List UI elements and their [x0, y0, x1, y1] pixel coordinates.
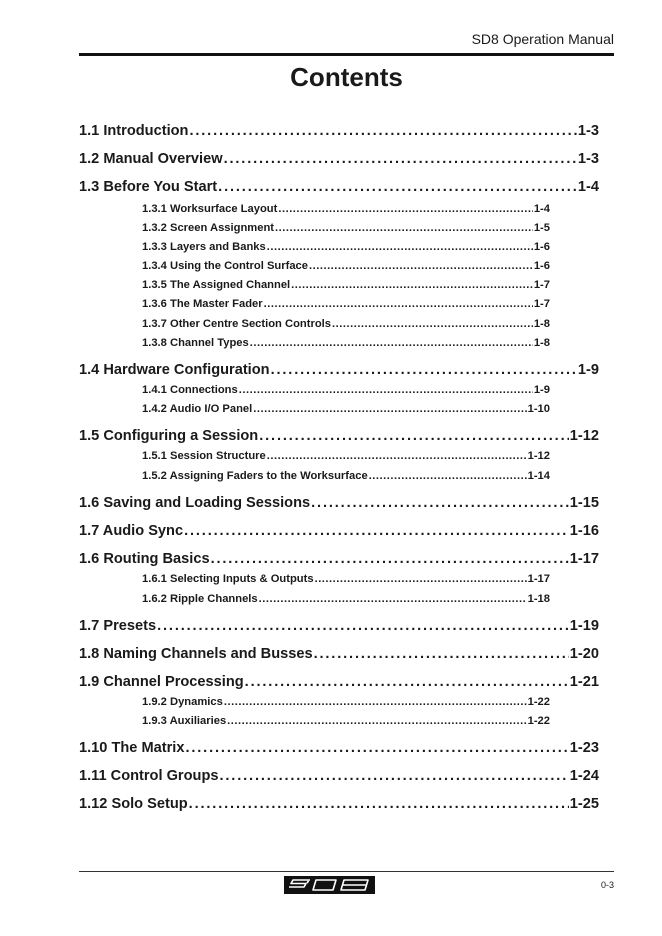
toc-entry-page: 1-17	[569, 551, 599, 567]
toc-subentry[interactable]	[142, 260, 550, 272]
toc-entry-label: 1.9.2 Dynamics	[142, 696, 223, 708]
toc-subentry[interactable]	[142, 222, 550, 234]
toc-entry-page: 1-3	[577, 123, 599, 139]
toc-entry-page: 1-16	[569, 523, 599, 539]
dot-leader	[309, 260, 533, 272]
header-rule	[79, 53, 614, 56]
dot-leader	[315, 573, 527, 585]
toc-entry[interactable]	[79, 618, 599, 634]
toc-entry[interactable]	[79, 362, 599, 378]
toc-entry[interactable]	[79, 123, 599, 139]
sd8-logo	[284, 876, 375, 894]
toc-subentry[interactable]	[142, 298, 550, 310]
toc-entry[interactable]	[79, 151, 599, 167]
toc-subentry[interactable]	[142, 384, 550, 396]
toc-entry-label: 1.9.3 Auxiliaries	[142, 715, 227, 727]
toc-entry-label: 1.8 Naming Channels and Busses	[79, 646, 313, 662]
dot-leader	[369, 470, 527, 482]
toc-entry-page: 1-3	[577, 151, 599, 167]
toc-entry-page: 1-20	[569, 646, 599, 662]
toc-entry-page: 1-15	[569, 495, 599, 511]
toc-entry-page: 1-9	[577, 362, 599, 378]
dot-leader	[259, 428, 569, 444]
toc-entry-label: 1.6.1 Selecting Inputs & Outputs	[142, 573, 314, 585]
dot-leader	[227, 715, 526, 727]
dot-leader	[291, 279, 533, 291]
dot-leader	[250, 337, 533, 349]
toc-entry-label: 1.10 The Matrix	[79, 740, 185, 756]
dot-leader	[224, 151, 577, 167]
toc-entry-label: 1.3.5 The Assigned Channel	[142, 279, 291, 291]
toc-entry-page: 1-6	[533, 260, 550, 272]
dot-leader	[332, 318, 533, 330]
toc-entry-page: 1-5	[533, 222, 550, 234]
toc-entry-page: 1-8	[533, 318, 550, 330]
toc-entry[interactable]	[79, 523, 599, 539]
dot-leader	[271, 362, 577, 378]
toc-entry[interactable]	[79, 768, 599, 784]
dot-leader	[224, 696, 527, 708]
toc-entry[interactable]	[79, 646, 599, 662]
toc-entry-label: 1.6 Saving and Loading Sessions	[79, 495, 311, 511]
manual-title: SD8 Operation Manual	[471, 31, 614, 47]
toc-subentry[interactable]	[142, 241, 550, 253]
toc-subentry[interactable]	[142, 279, 550, 291]
toc-subentry[interactable]	[142, 337, 550, 349]
toc-entry-page: 1-18	[527, 593, 550, 605]
page-number: 0-3	[600, 880, 614, 890]
toc-entry-label: 1.6.2 Ripple Channels	[142, 593, 258, 605]
dot-leader	[275, 222, 533, 234]
dot-leader	[259, 593, 527, 605]
toc-subentry[interactable]	[142, 696, 550, 708]
toc-entry-label: 1.4 Hardware Configuration	[79, 362, 270, 378]
toc-entry-page: 1-14	[527, 470, 550, 482]
dot-leader	[218, 179, 577, 195]
dot-leader	[189, 796, 569, 812]
toc-entry-page: 1-4	[533, 203, 550, 215]
dot-leader	[314, 646, 569, 662]
toc-entry-label: 1.4.2 Audio I/O Panel	[142, 403, 253, 415]
toc-entry-label: 1.5 Configuring a Session	[79, 428, 259, 444]
toc-entry-page: 1-19	[569, 618, 599, 634]
dot-leader	[245, 674, 569, 690]
toc-entry-page: 1-6	[533, 241, 550, 253]
toc-entry-page: 1-9	[533, 384, 550, 396]
toc-entry-label: 1.3.4 Using the Control Surface	[142, 260, 308, 272]
toc-subentry[interactable]	[142, 470, 550, 482]
dot-leader	[278, 203, 532, 215]
toc-entry[interactable]	[79, 551, 599, 567]
dot-leader	[185, 740, 568, 756]
toc-entry-label: 1.9 Channel Processing	[79, 674, 244, 690]
toc-entry-label: 1.2 Manual Overview	[79, 151, 223, 167]
toc-entry[interactable]	[79, 740, 599, 756]
toc-entry-page: 1-4	[577, 179, 599, 195]
toc-entry-page: 1-17	[527, 573, 550, 585]
toc-subentry[interactable]	[142, 403, 550, 415]
toc-entry-label: 1.6 Routing Basics	[79, 551, 210, 567]
toc-entry-label: 1.3.8 Channel Types	[142, 337, 249, 349]
toc-entry-page: 1-21	[569, 674, 599, 690]
toc-subentry[interactable]	[142, 573, 550, 585]
toc-entry-page: 1-8	[533, 337, 550, 349]
toc-entry-page: 1-25	[569, 796, 599, 812]
toc-entry-label: 1.5.1 Session Structure	[142, 450, 266, 462]
toc-subentry[interactable]	[142, 203, 550, 215]
dot-leader	[253, 403, 526, 415]
toc-entry-label: 1.5.2 Assigning Faders to the Worksurface	[142, 470, 368, 482]
toc-entry[interactable]	[79, 674, 599, 690]
toc-subentry[interactable]	[142, 318, 550, 330]
toc-entry-label: 1.3.1 Worksurface Layout	[142, 203, 278, 215]
dot-leader	[267, 241, 533, 253]
toc-entry[interactable]	[79, 428, 599, 444]
toc-entry-page: 1-10	[527, 403, 550, 415]
toc-entry[interactable]	[79, 495, 599, 511]
dot-leader	[189, 123, 576, 139]
toc-entry-label: 1.3.2 Screen Assignment	[142, 222, 275, 234]
toc-entry-label: 1.4.1 Connections	[142, 384, 238, 396]
dot-leader	[184, 523, 569, 539]
dot-leader	[311, 495, 569, 511]
dot-leader	[264, 298, 533, 310]
toc-entry-label: 1.3.3 Layers and Banks	[142, 241, 266, 253]
toc-entry-label: 1.3.6 The Master Fader	[142, 298, 263, 310]
page-title: Contents	[290, 62, 403, 92]
toc-entry[interactable]	[79, 796, 599, 812]
footer-rule	[79, 871, 614, 872]
toc-subentry[interactable]	[142, 593, 550, 605]
toc-entry-page: 1-7	[533, 279, 550, 291]
toc-entry-label: 1.3 Before You Start	[79, 179, 218, 195]
dot-leader	[211, 551, 569, 567]
toc-entry-label: 1.7 Audio Sync	[79, 523, 184, 539]
dot-leader	[267, 450, 527, 462]
toc-entry-page: 1-22	[527, 696, 550, 708]
toc-subentry[interactable]	[142, 715, 550, 727]
toc-entry-page: 1-24	[569, 768, 599, 784]
toc-entry-label: 1.12 Solo Setup	[79, 796, 188, 812]
toc-entry-label: 1.1 Introduction	[79, 123, 189, 139]
toc-entry-page: 1-12	[569, 428, 599, 444]
toc-entry-page: 1-12	[527, 450, 550, 462]
dot-leader	[157, 618, 569, 634]
dot-leader	[239, 384, 533, 396]
toc-entry-page: 1-7	[533, 298, 550, 310]
toc-entry-page: 1-23	[569, 740, 599, 756]
toc-entry[interactable]	[79, 179, 599, 195]
dot-leader	[219, 768, 568, 784]
toc-subentry[interactable]	[142, 450, 550, 462]
toc-entry-label: 1.3.7 Other Centre Section Controls	[142, 318, 331, 330]
toc-entry-label: 1.7 Presets	[79, 618, 157, 634]
toc-entry-label: 1.11 Control Groups	[79, 768, 219, 784]
toc-entry-page: 1-22	[527, 715, 550, 727]
